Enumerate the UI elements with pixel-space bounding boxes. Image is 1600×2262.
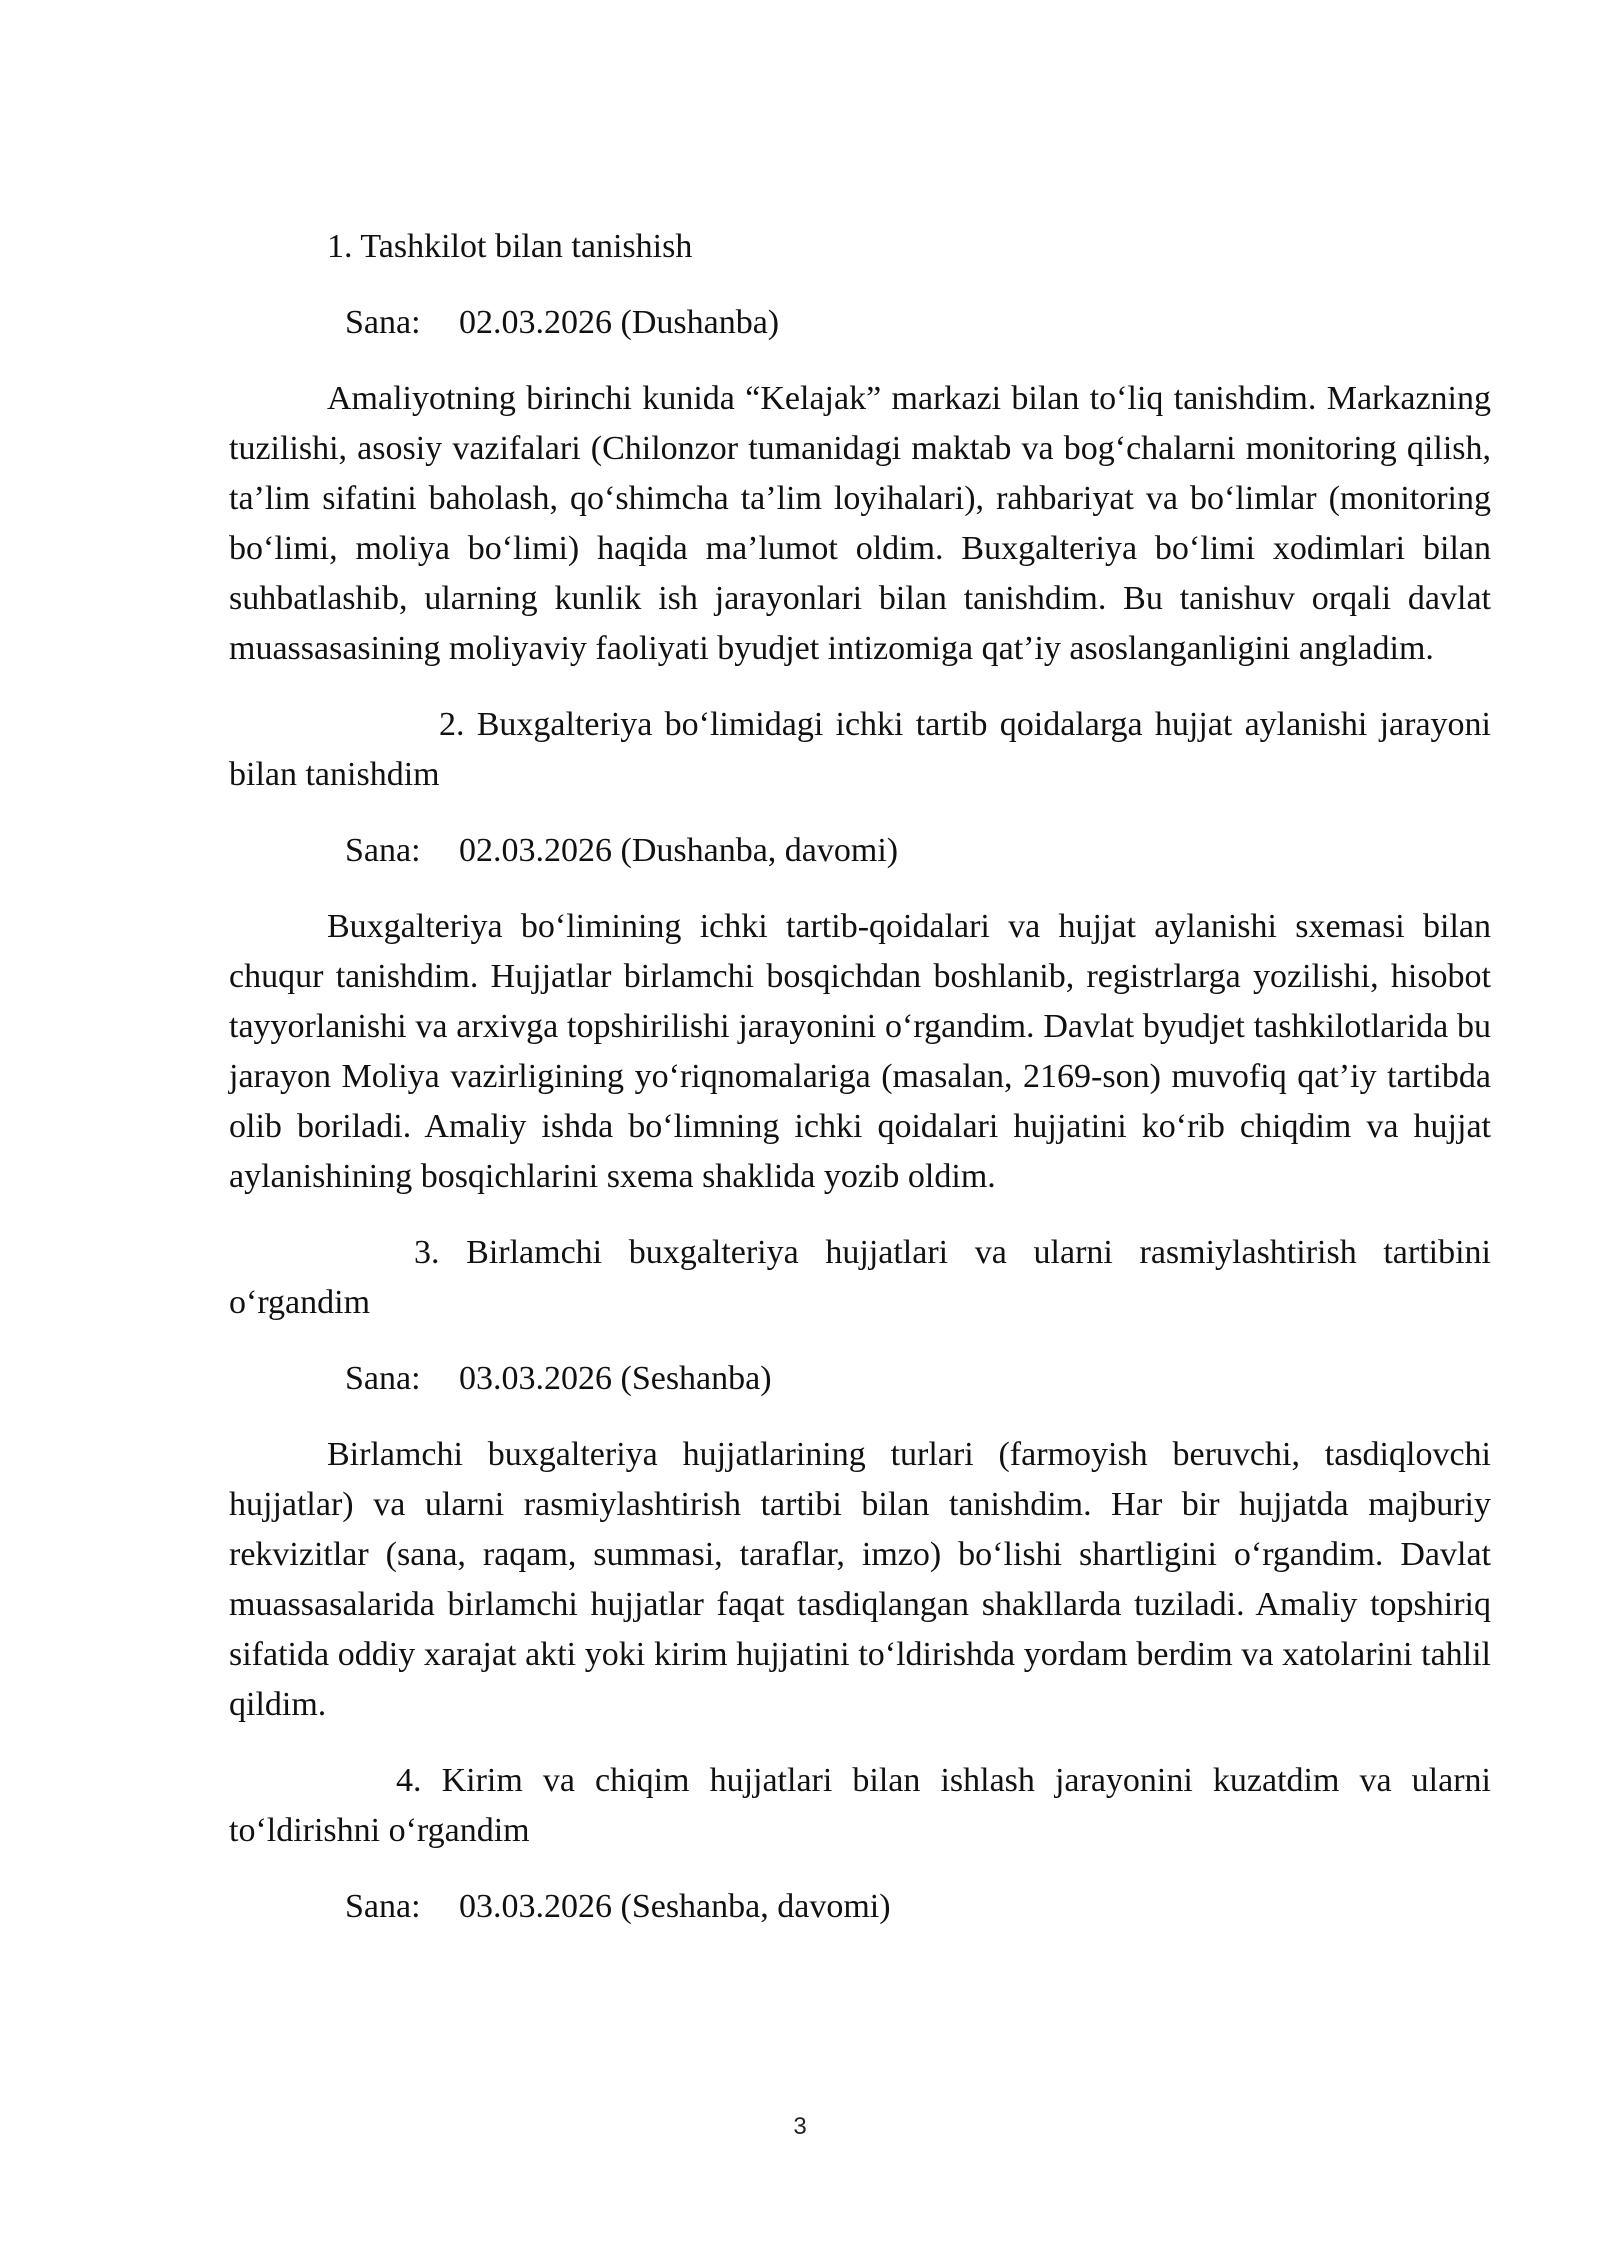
section-1-heading: 1. Tashkilot bilan tanishish xyxy=(327,228,693,265)
section-1-paragraph: Amaliyotning birinchi kunida “Kelajak” markazi bilan to‘liq tanishdim. Markazning tuzilishi, asosiy vazifalari (Chilonzor tumanidagi maktab va bog‘chalarni monitoring qilish, ta’lim sifatini baholash, qo‘shimcha ta’lim loyihalari), rahbariyat va bo‘limlar (monitoring bo‘limi, moliya bo‘limi) haqida ma’lumot oldim. Buxgalteriya bo‘limi xodimlari bilan suhbatlashib, ularning kunlik ish jarayonlari bilan tanishdim. Bu tanishuv orqali davlat muassasasining moliyaviy faoliyati byudjet intizomiga qat’iy asoslanganligini angladim. xyxy=(229,380,1491,667)
page-number: 3 xyxy=(793,2113,807,2140)
section-2-heading: 2. Buxgalteriya bo‘limidagi ichki tartib qoidalarga hujjat aylanishi jarayoni bilan tanishdim xyxy=(229,706,1491,793)
section-2-date-label: Sana: xyxy=(345,832,421,869)
section-3-date-label: Sana: xyxy=(345,1360,421,1397)
section-1-date xyxy=(229,298,1491,348)
section-2-date-value: 02.03.2026 (Dushanba, davomi) xyxy=(459,832,899,869)
section-4-date-label: Sana: xyxy=(345,1888,421,1925)
document-page xyxy=(229,222,1491,1958)
section-3-date-value: 03.03.2026 (Seshanba) xyxy=(459,1360,772,1397)
section-2-date xyxy=(229,826,1491,876)
section-4-date xyxy=(229,1882,1491,1932)
section-4-heading: 4. Kirim va chiqim hujjatlari bilan ishlash jarayonini kuzatdim va ularni to‘ldirishni o‘rgandim xyxy=(229,1762,1491,1849)
section-1-date-label: Sana: xyxy=(345,304,421,341)
section-3-paragraph: Birlamchi buxgalteriya hujjatlarining turlari (farmoyish beruvchi, tasdiqlovchi hujjatlar) va ularni rasmiylashtirish tartibi bilan tanishdim. Har bir hujjatda majburiy rekvizitlar (sana, raqam, summasi, taraflar, imzo) bo‘lishi shartligini o‘rgandim. Davlat muassasalarida birlamchi hujjatlar faqat tasdiqlangan shakllarda tuziladi. Amaliy topshiriq sifatida oddiy xarajat akti yoki kirim hujjatini to‘ldirishda yordam berdim va xatolarini tahlil qildim. xyxy=(229,1436,1491,1723)
section-3-heading: 3. Birlamchi buxgalteriya hujjatlari va ularni rasmiylashtirish tartibini o‘rgandim xyxy=(229,1234,1491,1321)
section-1-date-value: 02.03.2026 (Dushanba) xyxy=(459,304,780,341)
section-2-paragraph: Buxgalteriya bo‘limining ichki tartib-qoidalari va hujjat aylanishi sxemasi bilan chuqur tanishdim. Hujjatlar birlamchi bosqichdan boshlanib, registrlarga yozilishi, hisobot tayyorlanishi va arxivga topshirilishi jarayonini o‘rgandim. Davlat byudjet tashkilotlarida bu jarayon Moliya vazirligining yo‘riqnomalariga (masalan, 2169-son) muvofiq qat’iy tartibda olib boriladi. Amaliy ishda bo‘limning ichki qoidalari hujjatini ko‘rib chiqdim va hujjat aylanishining bosqichlarini sxema shaklida yozib oldim. xyxy=(229,908,1491,1195)
section-3-date xyxy=(229,1354,1491,1404)
section-4-date-value: 03.03.2026 (Seshanba, davomi) xyxy=(459,1888,891,1925)
